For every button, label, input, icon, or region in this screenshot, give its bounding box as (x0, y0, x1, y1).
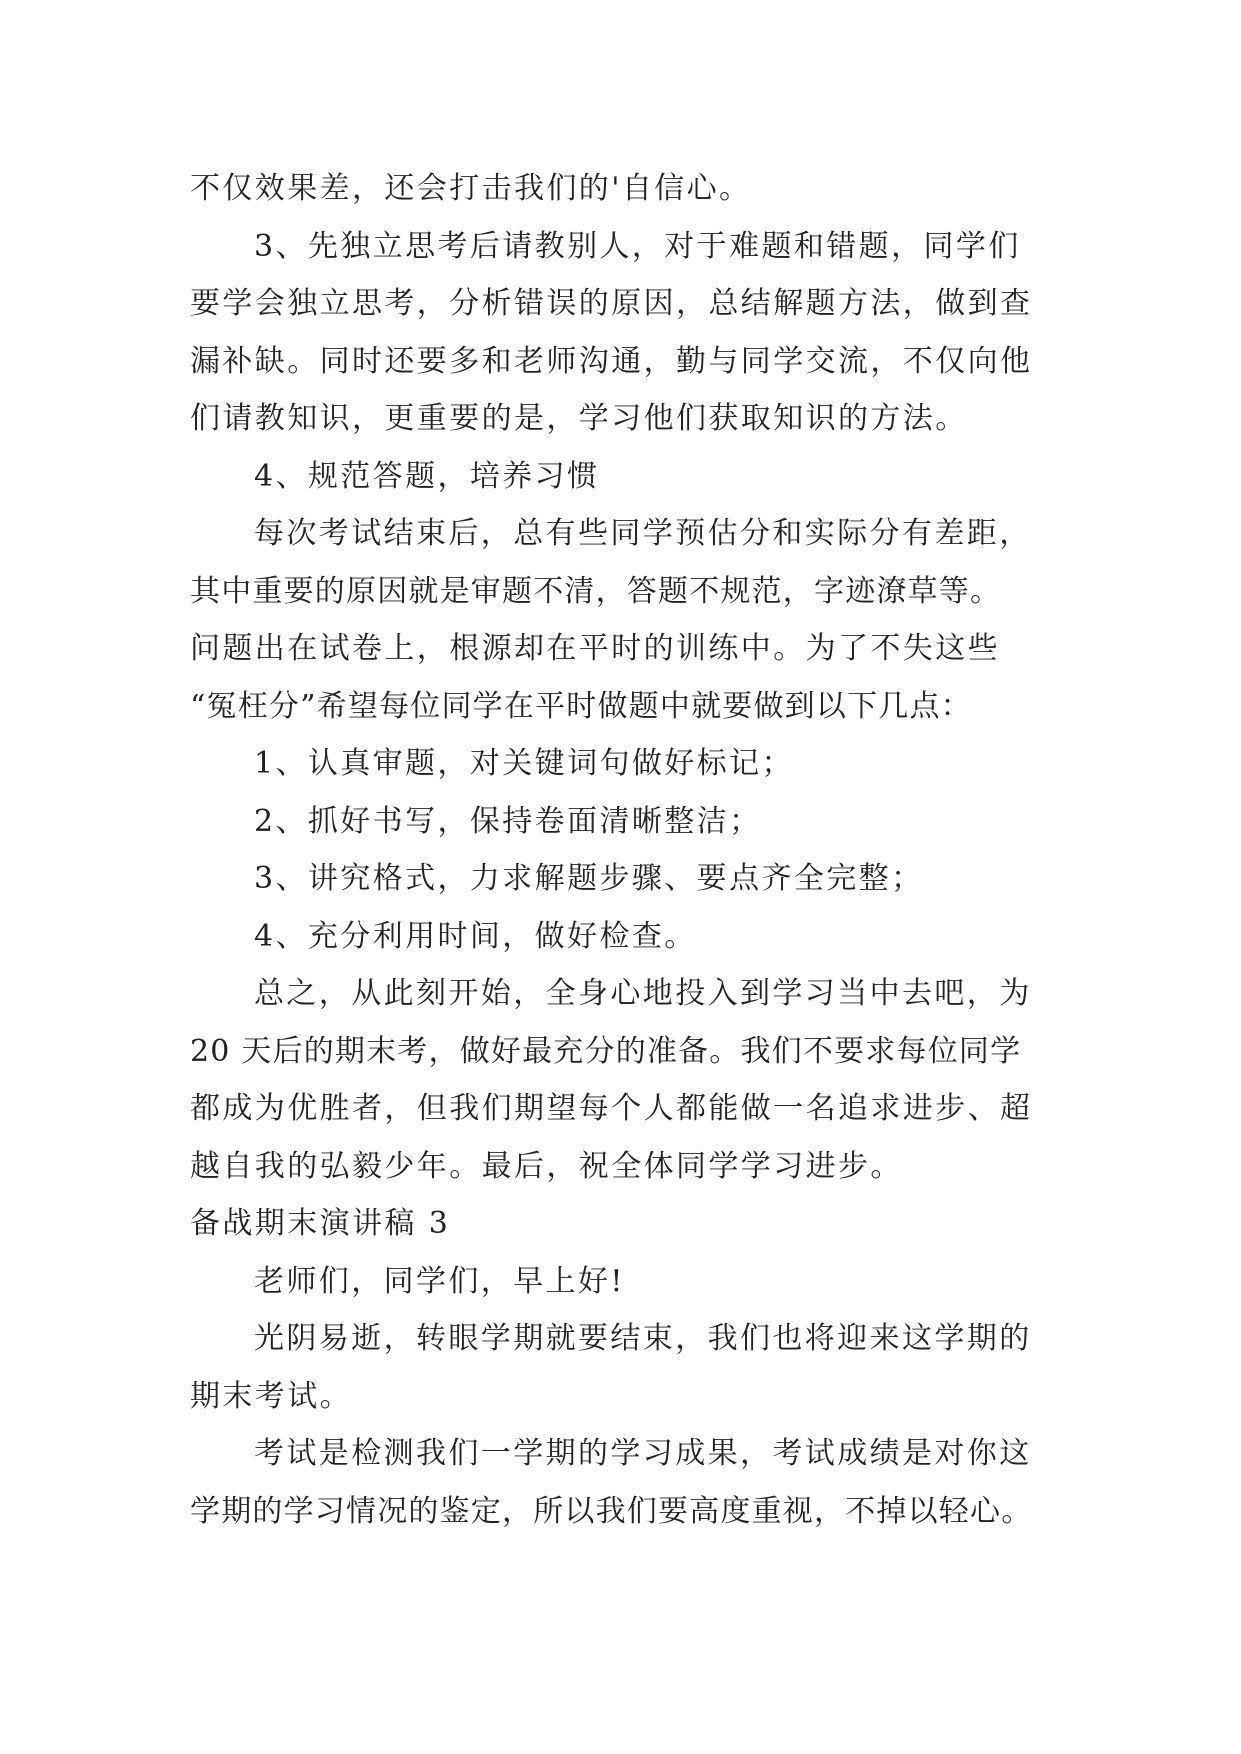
paragraph-line: 问题出在试卷上，根源却在平时的训练中。为了不失这些 (190, 631, 1000, 666)
paragraph-line: 们请教知识，更重要的是，学习他们获取知识的方法。 (190, 401, 968, 436)
paragraph-line: 学期的学习情况的鉴定，所以我们要高度重视，不掉以轻心。 (190, 1493, 1033, 1529)
paragraph-line: 考试是检测我们一学期的学习成果，考试成绩是对你这 (254, 1436, 1032, 1471)
section-heading: 4、规范答题，培养习惯 (254, 458, 600, 494)
paragraph-line: 越自我的弘毅少年。最后，祝全体同学学习进步。 (190, 1148, 903, 1184)
greeting-line: 老师们，同学们，早上好! (254, 1263, 625, 1299)
paragraph-line: 期末考试。 (190, 1378, 352, 1414)
paragraph-line: 不仅效果差，还会打击我们的'自信心。 (190, 171, 752, 206)
document-section-title: 备战期末演讲稿 3 (190, 1206, 451, 1241)
paragraph-line: 每次考试结束后，总有些同学预估分和实际分有差距， (254, 516, 1032, 551)
list-item: 1、认真审题，对关键词句做好标记； (254, 746, 794, 781)
paragraph-line: 漏补缺。同时还要多和老师沟通，勤与同学交流，不仅向他 (190, 343, 1033, 379)
list-item: 4、充分利用时间，做好检查。 (254, 918, 697, 954)
paragraph-line: 3、先独立思考后请教别人，对于难题和错题，同学们 (254, 228, 1021, 264)
paragraph-line: 总之，从此刻开始，全身心地投入到学习当中去吧，为 (254, 976, 1032, 1011)
paragraph-line: 要学会独立思考，分析错误的原因，总结解题方法，做到查 (190, 286, 1033, 321)
list-item: 2、抓好书写，保持卷面清晰整洁； (254, 803, 762, 839)
document-body (190, 160, 1060, 1540)
paragraph-line: 光阴易逝，转眼学期就要结束，我们也将迎来这学期的 (254, 1321, 1032, 1356)
list-item: 3、讲究格式，力求解题步骤、要点齐全完整； (254, 861, 924, 896)
paragraph-line: “冤枉分”希望每位同学在平时做题中就要做到以下几点： (190, 688, 972, 724)
paragraph-line: 其中重要的原因就是审题不清，答题不规范，字迹潦草等。 (190, 573, 1002, 609)
paragraph-line: 都成为优胜者，但我们期望每个人都能做一名追求进步、超 (190, 1091, 1033, 1126)
paragraph-line: 20 天后的期末考，做好最充分的准备。我们不要求每位同学 (190, 1033, 1022, 1069)
